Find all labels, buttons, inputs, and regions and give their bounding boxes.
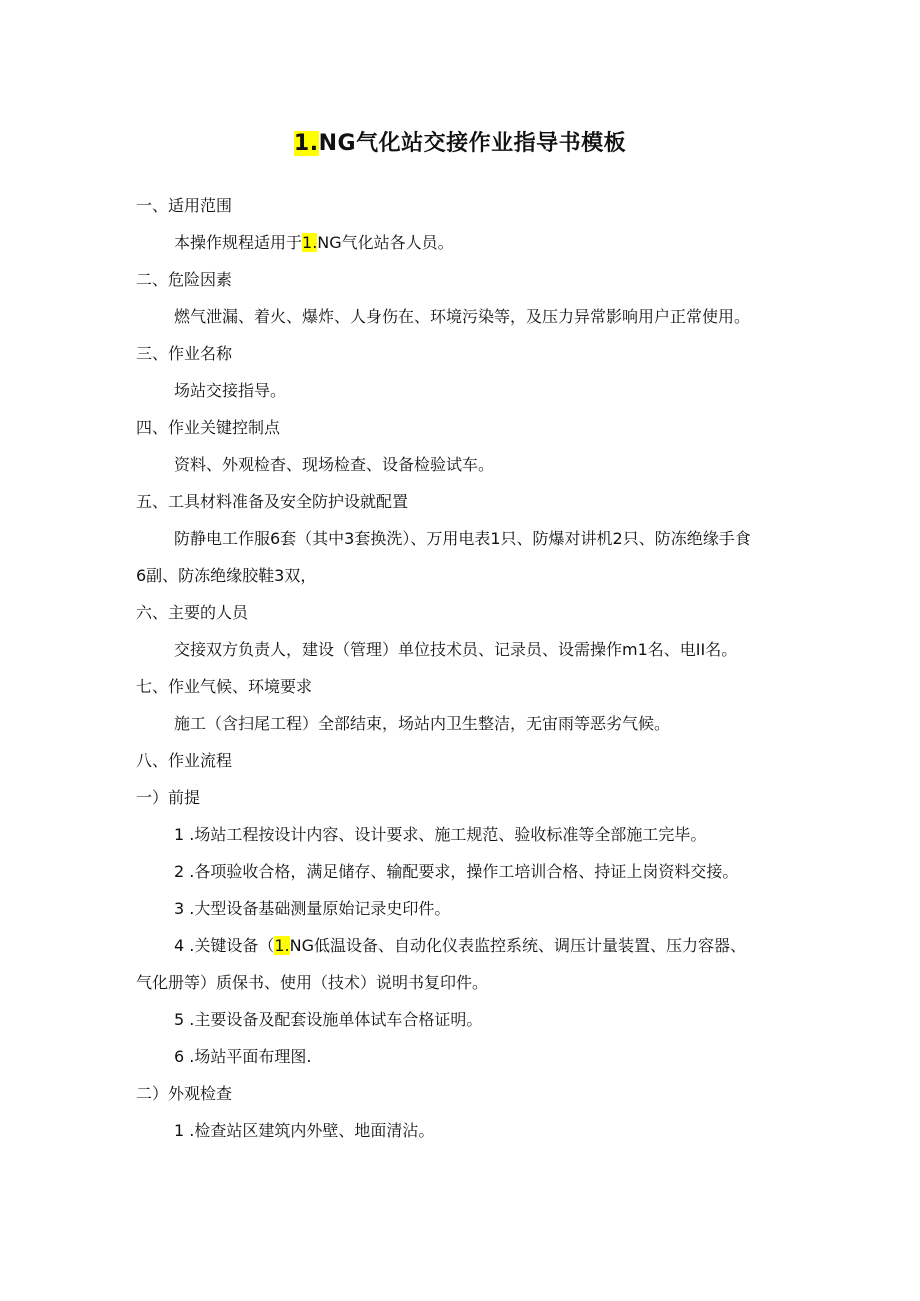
subsection-heading-visual-inspection: 二）外观检查 xyxy=(136,1084,233,1103)
section-text-tools-line1: 防静电工作服6套（其中3套换洗）、万用电表1只、防爆对讲机2只、防冻绝缘手食 xyxy=(174,529,751,548)
section-text-tools-line2: 6副、防冻绝缘胶鞋3双， xyxy=(136,566,317,585)
section-text-personnel: 交接双方负责人，建设（管理）单位技术员、记录员、设需操作m1名、电II名。 xyxy=(174,640,738,659)
section-text-hazards: 燃气泄漏、着火、爆炸、人身伤在、环境污染等，及压力异常影响用户正常使用。 xyxy=(174,307,751,326)
scope-text-highlight: 1. xyxy=(302,233,318,252)
section-heading-task-name: 三、作业名称 xyxy=(136,344,233,363)
list-item xyxy=(174,934,746,958)
list-item: 1 .检查站区建筑内外壁、地面清沾。 xyxy=(174,1121,435,1140)
section-heading-control-points: 四、作业关键控制点 xyxy=(136,418,281,437)
item4-text-start: 4 .关键设备（ xyxy=(174,936,275,955)
item4-text-end: NG低温设备、自动化仪表监控系统、调压计量装置、压力容器、 xyxy=(289,936,746,955)
scope-text-end: NG气化站各人员。 xyxy=(317,233,454,252)
section-heading-weather: 七、作业气候、环境要求 xyxy=(136,677,313,696)
section-heading-tools: 五、工具材料准备及安全防护设就配置 xyxy=(136,492,409,511)
subsection-heading-prerequisites: 一）前提 xyxy=(136,788,201,807)
list-item-continuation: 气化册等）质保书、使用（技术）说明书复印件。 xyxy=(136,973,489,992)
section-heading-workflow: 八、作业流程 xyxy=(136,751,233,770)
section-text-weather: 施工（含扫尾工程）全部结束，场站内卫生整洁，无宙雨等恶劣气候。 xyxy=(174,714,671,733)
document-title xyxy=(0,126,920,157)
title-highlight: 1. xyxy=(293,131,319,156)
list-item: 6 .场站平面布理图. xyxy=(174,1047,312,1066)
section-heading-scope: 一、适用范围 xyxy=(136,196,233,215)
section-text-scope xyxy=(174,231,454,255)
scope-text-start: 本操作规程适用于 xyxy=(174,233,303,252)
item4-highlight: 1. xyxy=(274,936,290,955)
list-item: 1 .场站工程按设计内容、设计要求、施工规范、验收标准等全部施工完毕。 xyxy=(174,825,707,844)
section-text-control-points: 资料、外观检杳、现场检查、设备检验试车。 xyxy=(174,455,495,474)
list-item: 3 .大型设备基础测量原始记录史印件。 xyxy=(174,899,451,918)
list-item: 5 .主要设备及配套设施单体试车合格证明。 xyxy=(174,1010,483,1029)
list-item: 2 .各项验收合格，满足储存、输配要求，操作工培训合格、持证上岗资料交接。 xyxy=(174,862,739,881)
section-heading-personnel: 六、主要的人员 xyxy=(136,603,249,622)
title-text: NG气化站交接作业指导书模板 xyxy=(318,131,627,156)
section-text-task-name: 场站交接指导。 xyxy=(174,381,287,400)
section-heading-hazards: 二、危险因素 xyxy=(136,270,233,289)
